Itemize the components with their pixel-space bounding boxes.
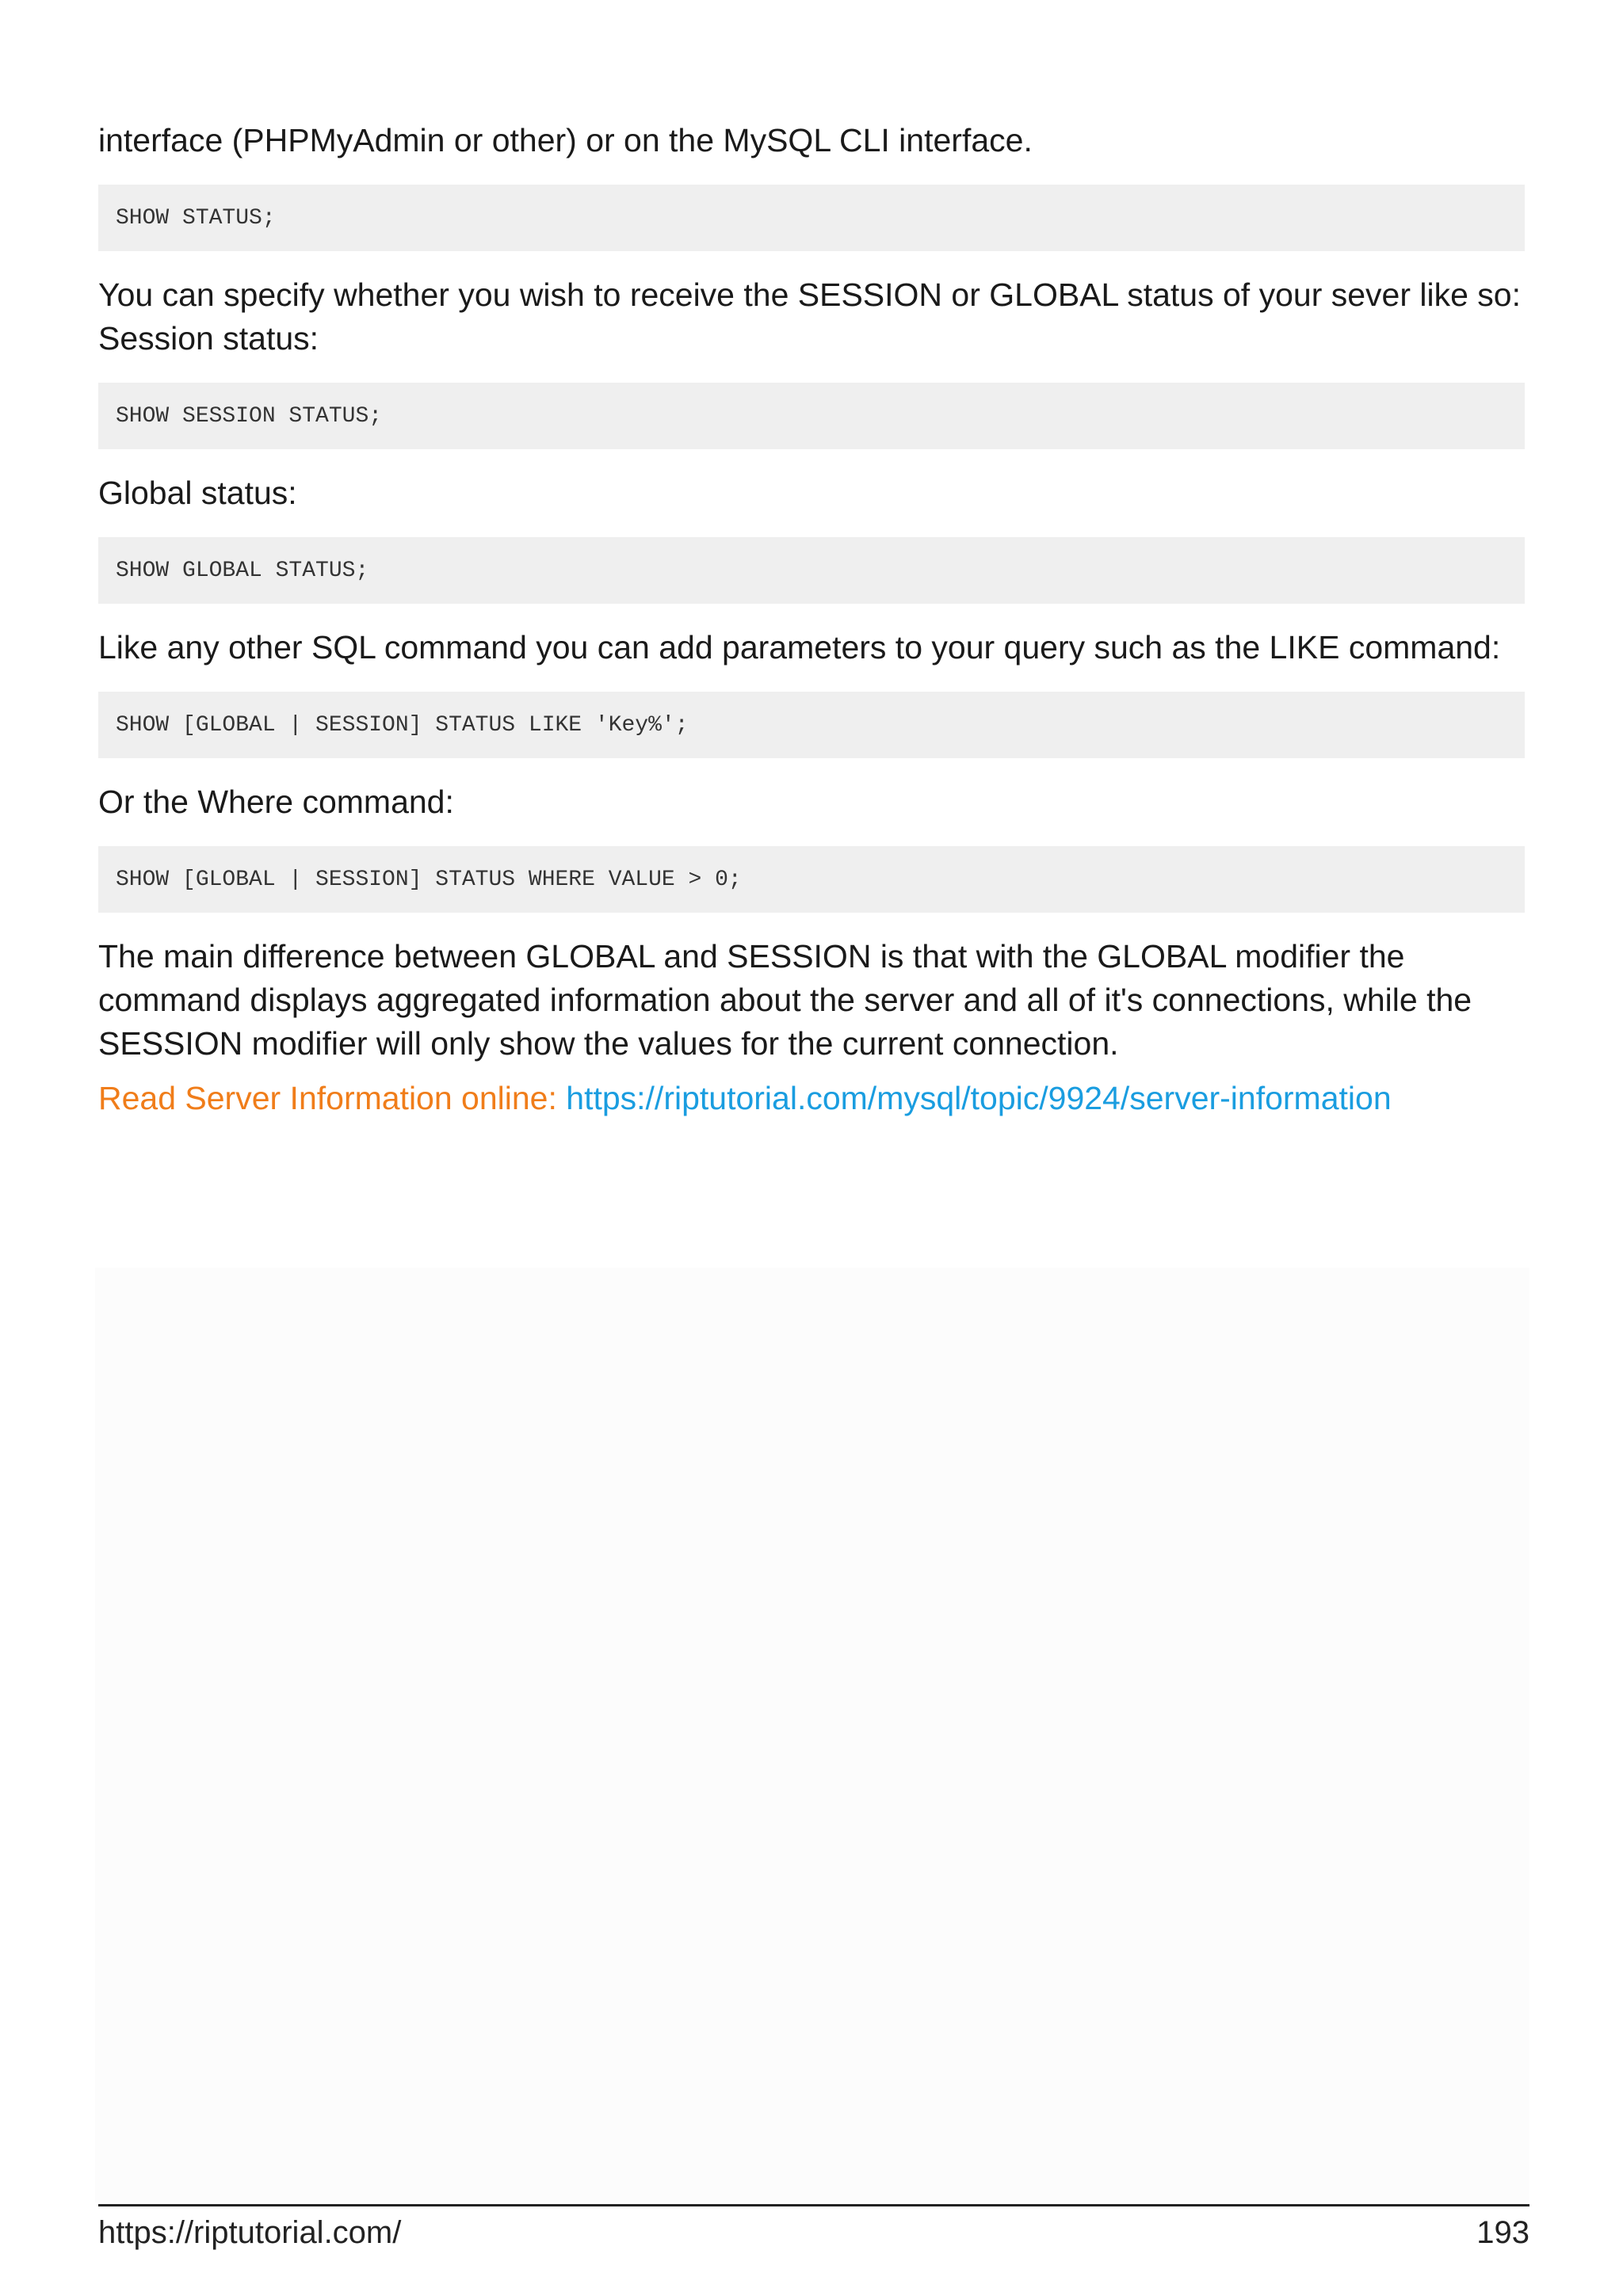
code-block-session-status: SHOW SESSION STATUS; (98, 383, 1525, 449)
read-online-line (98, 1077, 1525, 1120)
paragraph-intro: interface (PHPMyAdmin or other) or on the MySQL CLI interface. (98, 122, 1033, 158)
paragraph-like: Like any other SQL command you can add parameters to your query such as the LIKE command: (98, 629, 1501, 666)
code-block-global-status: SHOW GLOBAL STATUS; (98, 537, 1525, 604)
code-block-show-status: SHOW STATUS; (98, 185, 1525, 251)
read-online-link[interactable]: https://riptutorial.com/mysql/topic/9924/server-information (566, 1080, 1392, 1116)
code-block-where: SHOW [GLOBAL | SESSION] STATUS WHERE VALUE > 0; (98, 846, 1525, 913)
read-online-label: Read Server Information online: (98, 1080, 567, 1116)
paragraph-specify: You can specify whether you wish to receive the SESSION or GLOBAL status of your sever like so: Session status: (98, 277, 1521, 357)
document-body (98, 119, 1525, 1120)
page-background-shade (95, 1268, 1529, 2203)
code-block-like: SHOW [GLOBAL | SESSION] STATUS LIKE 'Key%'; (98, 692, 1525, 758)
paragraph-where: Or the Where command: (98, 784, 454, 820)
footer-site-url: https://riptutorial.com/ (98, 2215, 402, 2250)
paragraph-difference: The main difference between GLOBAL and SESSION is that with the GLOBAL modifier the command displays aggregated information about the server and all of it's connections, while the SESSION modifier will only show the values for the current connection. (98, 938, 1472, 1062)
paragraph-global: Global status: (98, 475, 297, 511)
footer-page-number: 193 (1476, 2215, 1529, 2250)
page-footer (98, 2204, 1529, 2252)
